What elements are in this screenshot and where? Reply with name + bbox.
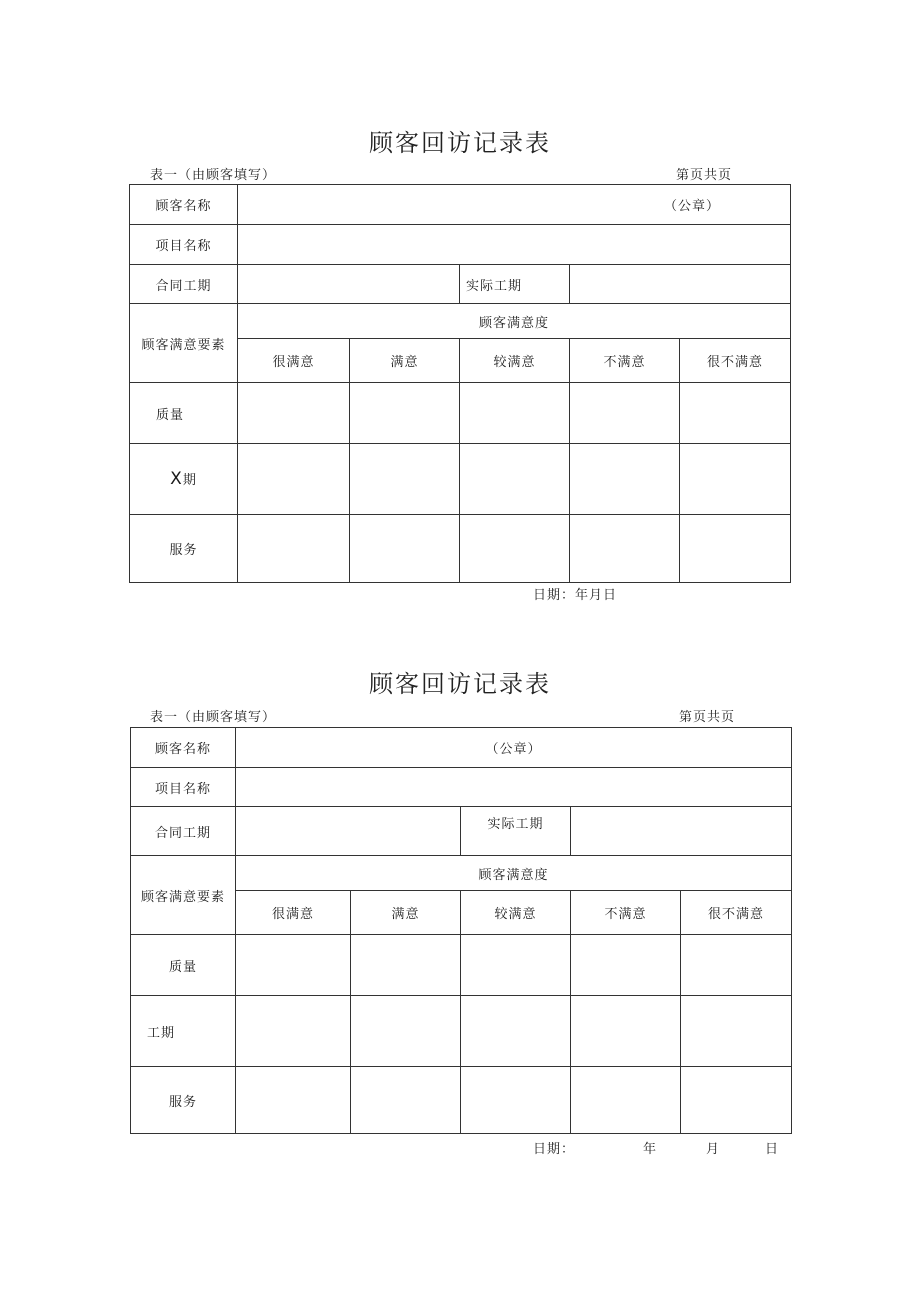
form2-row-period: 工期 [131, 996, 236, 1067]
form2-subtitle-left: 表一（由顾客填写） [150, 710, 277, 725]
form2-actual-period-label: 实际工期 [461, 807, 571, 856]
form1-row-service: 服务 [130, 515, 238, 583]
form1-quality-cell-3[interactable] [460, 383, 570, 444]
form2-period-cell-3[interactable] [461, 996, 571, 1067]
form2-date-day: 日 [765, 1142, 780, 1157]
form2-row-quality: 质量 [131, 935, 236, 996]
form1-row-period-label: 期 [182, 473, 197, 488]
form1-service-cell-4[interactable] [570, 515, 680, 583]
form1-project-name-field[interactable] [238, 225, 791, 265]
form1-period-cell-5[interactable] [680, 444, 791, 515]
form1-satisfaction-label: 顾客满意度 [238, 304, 791, 339]
form2-customer-name-label: 顾客名称 [131, 728, 236, 768]
form1-service-cell-3[interactable] [460, 515, 570, 583]
form1-level-very-satisfied: 很满意 [238, 339, 350, 383]
form1-level-dissatisfied: 不满意 [570, 339, 680, 383]
form2-quality-cell-3[interactable] [461, 935, 571, 996]
form2-service-cell-3[interactable] [461, 1067, 571, 1134]
form2-level-very-dissatisfied: 很不满意 [681, 891, 792, 935]
form1-period-cell-3[interactable] [460, 444, 570, 515]
form1-period-cell-4[interactable] [570, 444, 680, 515]
form1-service-cell-1[interactable] [238, 515, 350, 583]
form1-project-name-label: 项目名称 [130, 225, 238, 265]
form1-quality-cell-5[interactable] [680, 383, 791, 444]
form1-quality-cell-2[interactable] [350, 383, 460, 444]
form1-service-cell-2[interactable] [350, 515, 460, 583]
form2-contract-period-label: 合同工期 [131, 807, 236, 856]
form2-row-service: 服务 [131, 1067, 236, 1134]
form2-period-cell-4[interactable] [571, 996, 681, 1067]
form2-service-cell-4[interactable] [571, 1067, 681, 1134]
form2-date-month: 月 [706, 1142, 721, 1157]
form1-row-period-prefix: X [170, 469, 183, 489]
form1-customer-name-label: 顾客名称 [130, 185, 238, 225]
form2-level-dissatisfied: 不满意 [571, 891, 681, 935]
form2-service-cell-1[interactable] [236, 1067, 351, 1134]
form2-level-very-satisfied: 很满意 [236, 891, 351, 935]
form2-actual-period-field[interactable] [571, 807, 792, 856]
form1-seal: （公章） [664, 199, 721, 214]
form2-project-name-label: 项目名称 [131, 768, 236, 807]
form2-period-cell-2[interactable] [351, 996, 461, 1067]
form1-level-satisfied: 满意 [350, 339, 460, 383]
form1-row-quality [130, 383, 238, 444]
form2-satisfaction-label: 顾客满意度 [236, 856, 792, 891]
form1-period-cell-1[interactable] [238, 444, 350, 515]
form2-quality-cell-1[interactable] [236, 935, 351, 996]
form1-factors-label: 顾客满意要素 [130, 304, 238, 383]
form1-title: 顾客回访记录表 [369, 129, 551, 157]
form2-period-cell-5[interactable] [681, 996, 792, 1067]
form1-contract-period-field[interactable] [238, 265, 460, 304]
form2-quality-cell-2[interactable] [351, 935, 461, 996]
form2-quality-cell-5[interactable] [681, 935, 792, 996]
form2-service-cell-5[interactable] [681, 1067, 792, 1134]
form1-level-very-dissatisfied: 很不满意 [680, 339, 791, 383]
form1-actual-period-label: 实际工期 [460, 265, 570, 304]
form2-level-satisfied: 满意 [351, 891, 461, 935]
form1-table [129, 184, 791, 583]
form2-period-cell-1[interactable] [236, 996, 351, 1067]
form1-row-period [130, 444, 238, 515]
form2-date-year: 年 [643, 1142, 658, 1157]
form2-page-counter: 第页共页 [679, 710, 736, 725]
form2-date-label: 日期： [533, 1142, 576, 1157]
form2-contract-period-field[interactable] [236, 807, 461, 856]
form1-actual-period-field[interactable] [570, 265, 791, 304]
form1-contract-period-label: 合同工期 [130, 265, 238, 304]
form1-row-quality-label: 质量 [156, 407, 185, 423]
form1-period-cell-2[interactable] [350, 444, 460, 515]
form1-page-counter: 第页共页 [676, 168, 733, 183]
form1-service-cell-5[interactable] [680, 515, 791, 583]
form1-subtitle-left: 表一（由顾客填写） [150, 168, 277, 183]
form2-project-name-field[interactable] [236, 768, 792, 807]
form2-factors-label: 顾客满意要素 [131, 856, 236, 935]
form2-customer-name-field[interactable] [236, 728, 792, 768]
form1-date: 日期：年月日 [533, 588, 618, 603]
form2-table [130, 727, 792, 1134]
form2-service-cell-2[interactable] [351, 1067, 461, 1134]
form1-level-fairly-satisfied: 较满意 [460, 339, 570, 383]
form1-quality-cell-1[interactable] [238, 383, 350, 444]
form1-customer-name-field[interactable] [238, 185, 791, 225]
form1-quality-cell-4[interactable] [570, 383, 680, 444]
form2-quality-cell-4[interactable] [571, 935, 681, 996]
form2-title: 顾客回访记录表 [369, 670, 551, 698]
form2-seal: （公章） [485, 742, 542, 757]
form2-level-fairly-satisfied: 较满意 [461, 891, 571, 935]
